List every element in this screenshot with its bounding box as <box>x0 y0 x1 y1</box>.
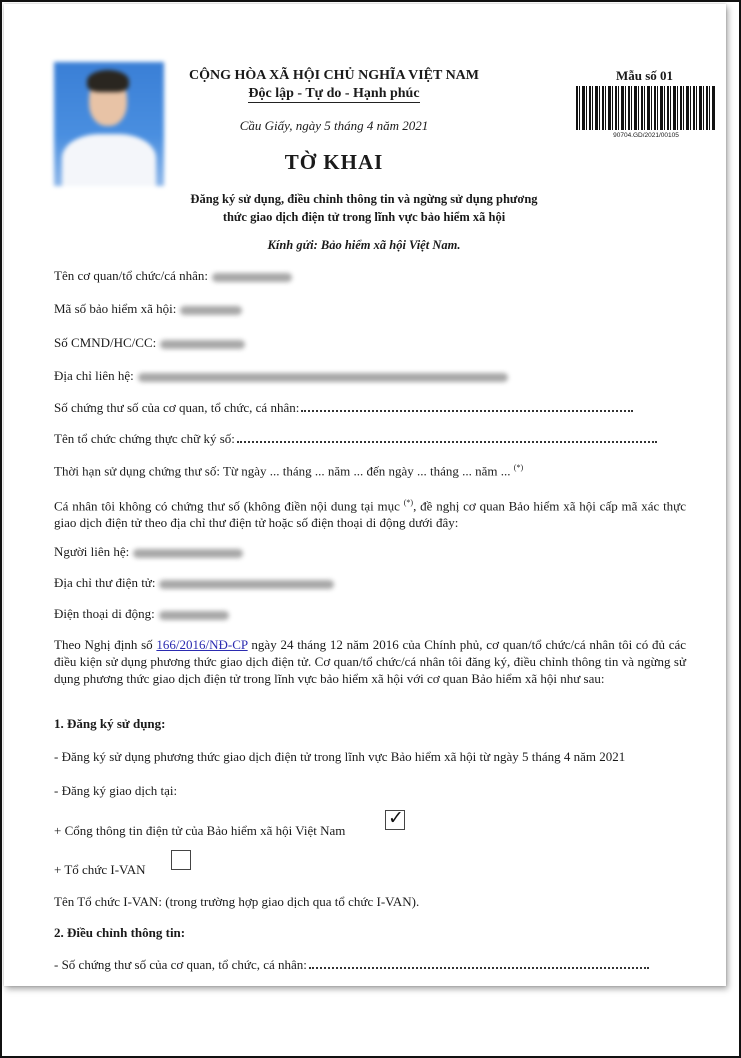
redacted-value <box>159 580 334 589</box>
cert-number-field: Số chứng thư số của cơ quan, tổ chức, cá nhân: <box>54 400 633 416</box>
decree-paragraph: Theo Nghị định số 166/2016/NĐ-CP ngày 24 tháng 12 năm 2016 của Chính phủ, cơ quan/tổ chức/cá nhân tôi có đủ các điều kiện sử dụng phương thức giao dịch điện tử. Cơ quan/tổ chức/cá nhân tôi đăng ký, điều chỉnh thông tin và ngừng sử dụng phương thức giao dịch điện tử trong lĩnh vực bảo hiểm xã hội với cơ quan Bảo hiểm xã hội như sau: <box>54 637 687 686</box>
id-number-field: Số CMND/HC/CC: <box>54 335 245 351</box>
register-date-line: - Đăng ký sử dụng phương thức giao dịch điện tử trong lĩnh vực Bảo hiểm xã hội từ ngày 5 tháng 4 năm 2021 <box>54 749 626 764</box>
redacted-value <box>180 306 242 315</box>
motto: Độc lập - Tự do - Hạnh phúc <box>248 86 420 101</box>
section2-cert-line: - Số chứng thư số của cơ quan, tổ chức, cá nhân: <box>54 957 649 973</box>
form-document <box>4 4 726 986</box>
option-portal-label: + Cổng thông tin điện tử của Bảo hiểm xã hội Việt Nam <box>54 823 346 838</box>
ca-org-field: Tên tổ chức chứng thực chữ ký số: <box>54 431 657 447</box>
redacted-value <box>138 373 508 382</box>
redacted-value <box>133 549 243 558</box>
ivan-name-line: Tên Tổ chức I-VAN: (trong trường hợp giao dịch qua tổ chức I-VAN). <box>54 894 420 909</box>
form-subtitle: Đăng ký sử dụng, điều chỉnh thông tin và ngừng sử dụng phương thức giao dịch điện tử trong lĩnh vực bảo hiểm xã hội <box>190 192 538 224</box>
addressee: Kính gửi: Bảo hiểm xã hội Việt Nam. <box>267 238 461 252</box>
insurance-number-field: Mã số bảo hiểm xã hội: <box>54 301 242 317</box>
place-date: Cầu Giấy, ngày 5 tháng 4 năm 2021 <box>239 118 429 133</box>
register-at-line: - Đăng ký giao dịch tại: <box>54 783 178 798</box>
applicant-photo <box>54 62 164 186</box>
cert-validity-field: Thời hạn sử dụng chứng thư số: Từ ngày ... tháng ... năm ... đến ngày ... tháng ... năm ... (*) <box>54 463 524 479</box>
ivan-checkbox[interactable] <box>171 850 191 870</box>
no-cert-paragraph: Cá nhân tôi không có chứng thư số (không điền nội dung tại mục (*), đề nghị cơ quan Bảo hiểm xã hội cấp mã xác thực giao dịch điện tử theo địa chỉ thư điện tử hoặc số điện thoại di động dưới đây: <box>54 498 686 531</box>
form-title: TỜ KHAI <box>284 150 384 174</box>
portal-checkbox[interactable] <box>385 810 405 830</box>
section1-heading: 1. Đăng ký sử dụng: <box>54 716 166 731</box>
form-number: Mẫu số 01 <box>616 68 674 83</box>
address-field: Địa chỉ liên hệ: <box>54 368 508 384</box>
option-ivan-label: + Tổ chức I-VAN <box>54 862 146 877</box>
barcode-number: 90704.GD/2021/00105 <box>613 132 679 139</box>
redacted-value <box>212 273 292 282</box>
redacted-value <box>159 611 229 620</box>
republic-heading: CỘNG HÒA XÃ HỘI CHỦ NGHĨA VIỆT NAM <box>188 68 479 83</box>
redacted-value <box>160 340 245 349</box>
barcode <box>576 86 716 130</box>
email-field: Địa chỉ thư điện tử: <box>54 575 334 591</box>
section2-heading: 2. Điều chỉnh thông tin: <box>54 925 186 940</box>
decree-link[interactable]: 166/2016/NĐ-CP <box>156 637 248 652</box>
contact-person-field: Người liên hệ: <box>54 544 243 560</box>
phone-field: Điện thoại di động: <box>54 606 229 622</box>
org-name-field: Tên cơ quan/tổ chức/cá nhân: <box>54 268 292 284</box>
